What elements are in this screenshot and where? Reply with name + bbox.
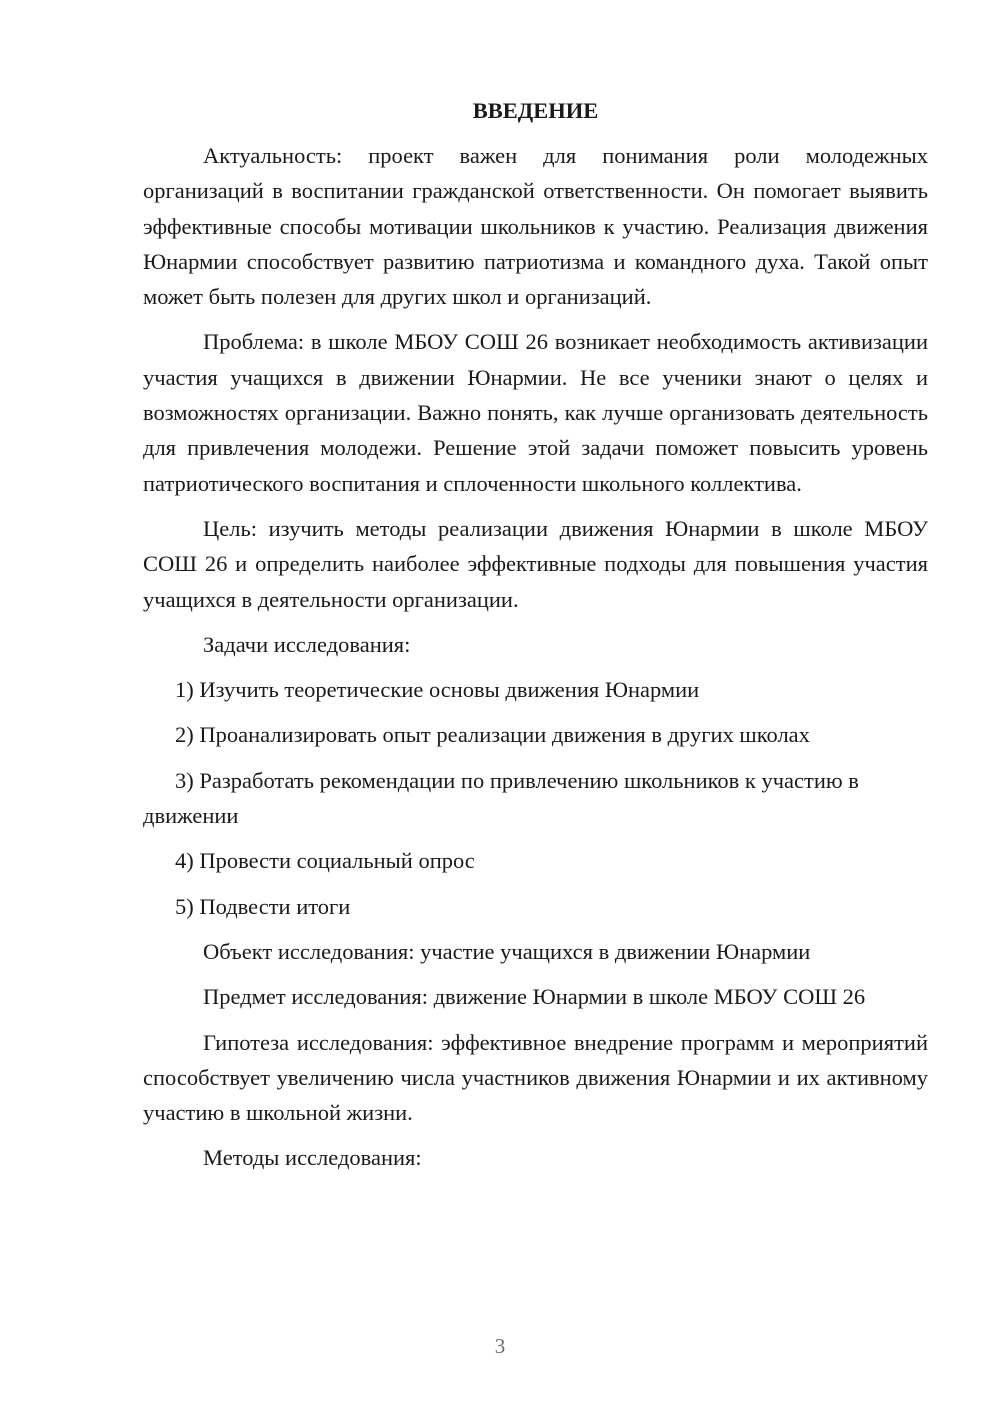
task-item: 1) Изучить теоретические основы движения Юнармии xyxy=(175,677,700,703)
task-item: 2) Проанализировать опыт реализации движения в других школах xyxy=(175,722,810,748)
hypothesis-paragraph: Гипотеза исследования: эффективное внедрение программ и мероприятий способствует увеличению числа участников движения Юнармии и их активному участию в школьной жизни. xyxy=(143,1029,928,1126)
task-item: 5) Подвести итоги xyxy=(175,893,351,919)
relevance-paragraph: Актуальность: проект важен для понимания роли молодежных организаций в воспитании гражданской ответственности. Он помогает выявить эффективные способы мотивации школьников к участию. Реализация движения Юнармии способствует развитию патриотизма и командного духа. Такой опыт может быть полезен для других школ и организаций. xyxy=(143,143,928,310)
tasks-heading: Задачи исследования: xyxy=(203,631,411,657)
object-paragraph: Объект исследования: участие учащихся в движении Юнармии xyxy=(203,938,811,964)
task-item: 4) Провести социальный опрос xyxy=(175,848,475,874)
problem-paragraph: Проблема: в школе МБОУ СОШ 26 возникает необходимость активизации участия учащихся в движении Юнармии. Не все ученики знают о целях и возможностях организации. Важно понять, как лучше организовать деятельность для привлечения молодежи. Решение этой задачи поможет повысить уровень патриотического воспитания и сплоченности школьного коллектива. xyxy=(143,329,928,496)
section-title: ВВЕДЕНИЕ xyxy=(472,98,599,123)
subject-paragraph: Предмет исследования: движение Юнармии в школе МБОУ СОШ 26 xyxy=(203,984,866,1010)
methods-heading: Методы исследования: xyxy=(203,1145,422,1171)
goal-paragraph: Цель: изучить методы реализации движения Юнармии в школе МБОУ СОШ 26 и определить наиболее эффективные подходы для повышения участия учащихся в деятельности организации. xyxy=(143,515,928,612)
page-number: 3 xyxy=(494,1334,506,1358)
document-page xyxy=(143,93,928,1186)
task-item: 3) Разработать рекомендации по привлечению школьников к участию в движении xyxy=(143,767,859,829)
